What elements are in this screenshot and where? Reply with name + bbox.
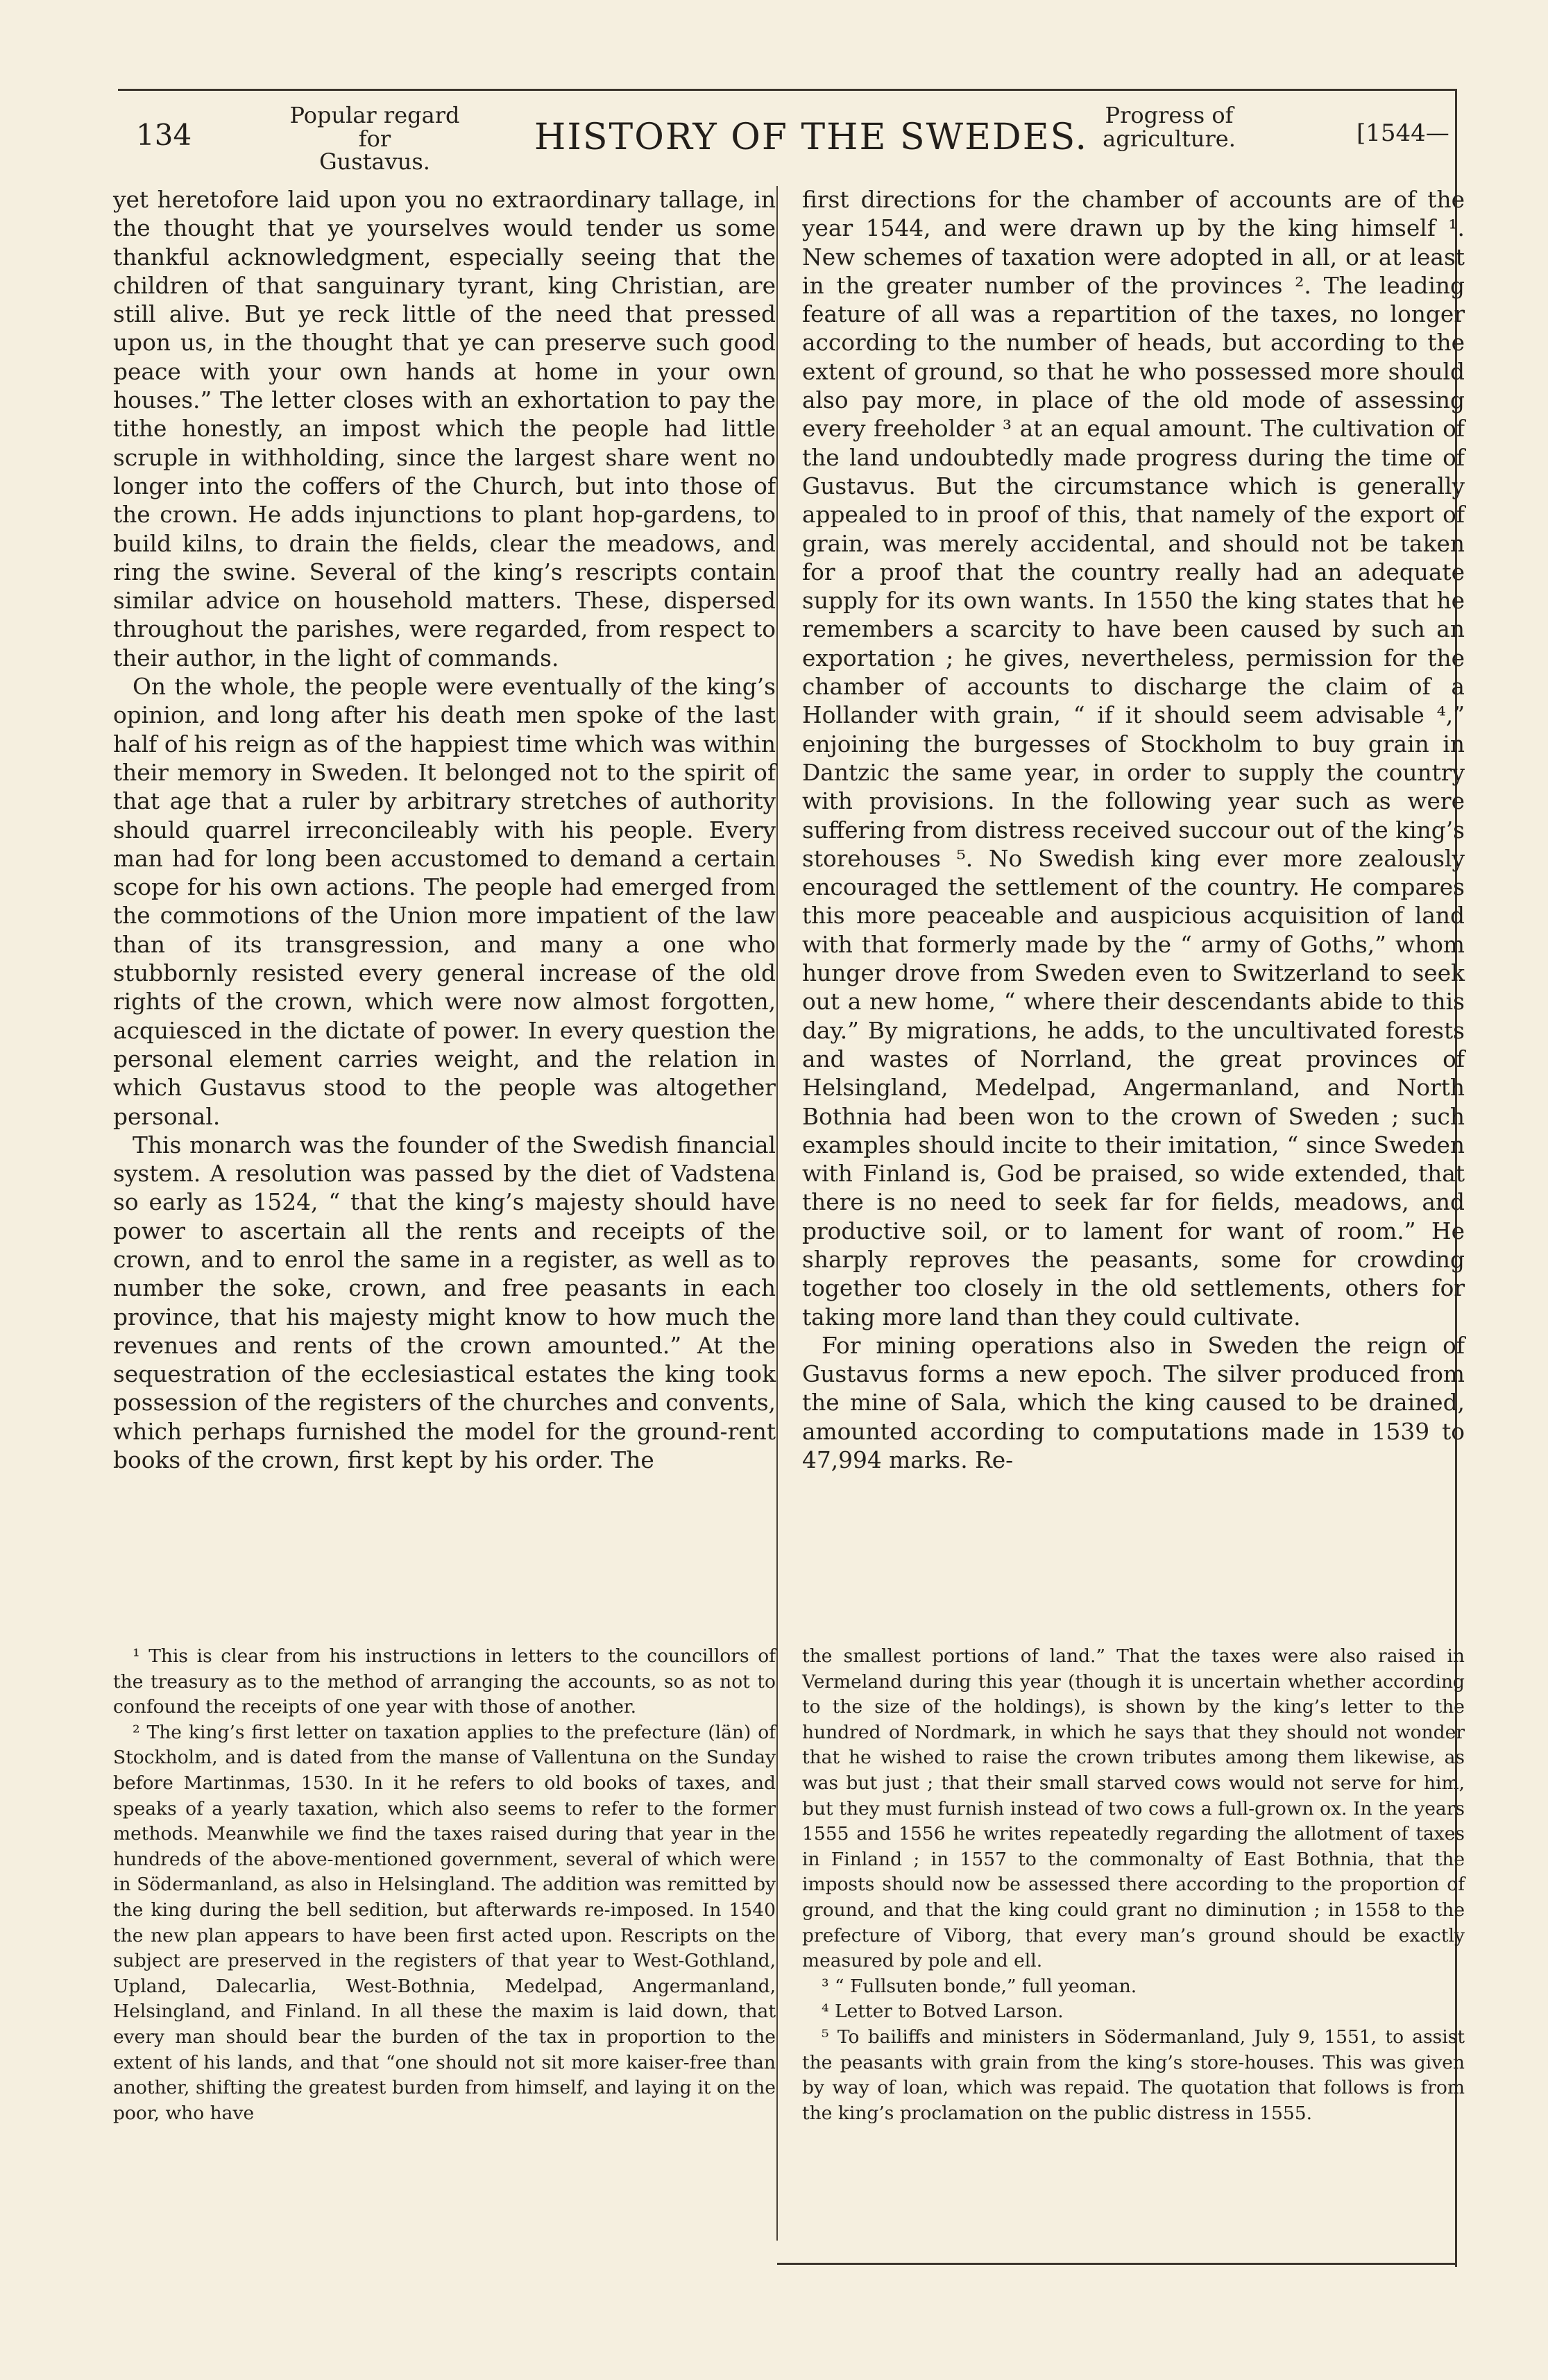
column-divider <box>776 186 778 1802</box>
footnote: ² The king’s first letter on taxation applies to the prefecture (län) of Stockholm, and is dated from the manse of Vallentuna on the Sunday before Martinmas, 1530. In it he refers to old books of taxes, and speaks of a yearly taxation, which also seems to refer to the former methods. Meanwhile we find the taxes raised during that year in the hundreds of the above-mentioned government, several of which were in Södermanland, as also in Helsingland. The addition was remitted by the king during the bell sedition, but afterwards re-imposed. In 1540 the new plan appears to have been first acted upon. Rescripts on the subject are preserved in the registers of that year to West-Gothland, Upland, Dalecarlia, West-Bothnia, Medelpad, Angermanland, Helsingland, and Finland. In all these the maxim is laid down, that every man should bear the burden of the tax in proportion to the extent of his lands, and that “one should not sit more kaiser-free than another, shifting the greatest burden from himself, and laying it on the poor, who have <box>113 1721 776 2124</box>
paragraph: On the whole, the people were eventually of the king’s opinion, and long after his death men spoke of the last half of his reign as of the happiest time which was within their memory in Sweden. It belonged not to the spirit of that age that a ruler by arbitrary stretches of authority should quarrel irreconcileably with his people. Every man had for long been accustomed to demand a certain scope for his own actions. The people had emerged from the commotions of the Union more impatient of the law than of its transgression, and many a one who stubbornly resisted every general increase of the old rights of the crown, which were now almost forgotten, acquiesced in the dictate of power. In every question the personal element carries weight, and the relation in which Gustavus stood to the people was altogether personal. <box>113 674 776 1130</box>
bottom-rule <box>777 2263 1457 2265</box>
left-sidenote-line2: Gustavus. <box>319 148 430 175</box>
header-rule <box>118 89 1457 91</box>
paragraph: For mining operations also in Sweden the reign of Gustavus forms a new epoch. The silver produced from the mine of Sala, which the king caused to be drained, amounted according to computations made in 1539 to 47,994 marks. Re- <box>802 1332 1465 1474</box>
footnote: ¹ This is clear from his instructions in letters to the councillors of the treasury as to the method of arranging the accounts, so as not to confound the receipts of one year with those of another. <box>113 1645 776 1718</box>
footnotes-left <box>113 1644 776 2126</box>
left-column <box>113 186 776 1475</box>
right-sidenote <box>1055 104 1284 151</box>
right-sidenote-line1: Progress of <box>1105 102 1234 128</box>
page-title: HISTORY OF THE SWEDES. <box>534 117 1088 158</box>
left-sidenote-line1: Popular regard for <box>289 102 460 152</box>
left-sidenote <box>278 104 472 174</box>
footnote-divider <box>776 1630 778 2241</box>
right-column <box>802 186 1465 1475</box>
footnote: ⁴ Letter to Botved Larson. <box>822 2001 1064 2023</box>
footnote-continuation: the smallest portions of land.” That the taxes were also raised in Vermeland during this year (though it is uncertain whether according to the size of the holdings), is shown by the king’s letter to the hundred of Nordmark, in which he says that they should not wonder that he wished to raise the crown tributes among them likewise, as was but just ; that their small starved cows would not serve for him, but they must furnish instead of two cows a full-grown ox. In the years 1555 and 1556 he writes repeatedly regarding the allotment of taxes in Finland ; in 1557 to the commonalty of East Bothnia, that the imposts should now be assessed there according to the proportion of ground, and that the king could grant no diminution ; in 1558 to the prefecture of Viborg, that every man’s ground should be exactly measured by pole and ell. <box>802 1645 1465 1972</box>
paragraph: This monarch was the founder of the Swedish financial system. A resolution was passed by the diet of Vadstena so early as 1524, “ that the king’s majesty should have power to ascertain all the rents and receipts of the crown, and to enrol the same in a register, as well as to number the soke, crown, and free peasants in each province, that his majesty might know to how much the revenues and rents of the crown amounted.” At the sequestration of the ecclesiastical estates the king took possession of the registers of the churches and convents, which perhaps furnished the model for the ground-rent books of the crown, first kept by his order. The <box>113 1131 776 1474</box>
footnote: ⁵ To bailiffs and ministers in Södermanland, July 9, 1551, to assist the peasants with grain from the king’s store-houses. This was given by way of loan, which was repaid. The quotation that follows is from the king’s proclamation on the public distress in 1555. <box>802 2026 1465 2124</box>
footnote: ³ “ Fullsuten bonde,” full yeoman. <box>822 1975 1137 1997</box>
page-number: 134 <box>136 118 192 152</box>
right-sidenote-line2: agriculture. <box>1103 125 1236 152</box>
footnotes-right <box>802 1644 1465 2126</box>
running-header <box>132 104 1450 173</box>
paragraph: first directions for the chamber of accounts are of the year 1544, and were drawn up by the king himself ¹. New schemes of taxation were adopted in all, or at least in the greater number of the provinces ². The leading feature of all was a repartition of the taxes, no longer according to the number of heads, but according to the extent of ground, so that he who possessed more should also pay more, in place of the old mode of assessing every freeholder ³ at an equal amount. The cultivation of the land undoubtedly made progress during the time of Gustavus. But the circumstance which is generally appealed to in proof of this, that namely of the export of grain, was merely accidental, and should not be taken for a proof that the country really had an adequate supply for its own wants. In 1550 the king states that he remembers a scarcity to have been caused by such an exportation ; he gives, nevertheless, permission for the chamber of accounts to discharge the claim of a Hollander with grain, “ if it should seem advisable ⁴,” enjoining the burgesses of Stockholm to buy grain in Dantzic the same year, in order to supply the country with provisions. In the following year such as were suffering from distress received succour out of the king’s storehouses ⁵. No Swedish king ever more zealously encouraged the settlement of the country. He compares this more peaceable and auspicious acquisition of land with that formerly made by the “ army of Goths,” whom hunger drove from Sweden even to Switzerland to seek out a new home, “ where their descendants abide to this day.” By migrations, he adds, to the uncultivated forests and wastes of Norrland, the great provinces of Helsingland, Medelpad, Angermanland, and North Bothnia had been won to the crown of Sweden ; such examples should incite to their imitation, “ since Sweden with Finland is, God be praised, so wide extended, that there is no need to seek far for fields, meadows, and productive soil, or to lament for want of room.” He sharply reproves the peasants, some for crowding together too closely in the old settlements, others for taking more land than they could cultivate. <box>802 187 1465 1330</box>
year-marker: [1544— <box>1356 119 1449 147</box>
paragraph: yet heretofore laid upon you no extraordinary tallage, in the thought that ye yourselves would tender us some thankful acknowledgment, especially seeing that the children of that sanguinary tyrant, king Christian, are still alive. But ye reck little of the need that pressed upon us, in the thought that ye can preserve such good peace with your own hands at home in your own houses.” The letter closes with an exhortation to pay the tithe honestly, an impost which the people had little scruple in withholding, since the largest share went no longer into the coffers of the Church, but into those of the crown. He adds injunctions to plant hop-gardens, to build kilns, to drain the fields, clear the meadows, and ring the swine. Several of the king’s rescripts contain similar advice on household matters. These, dispersed throughout the parishes, were regarded, from respect to their author, in the light of commands. <box>113 187 776 671</box>
